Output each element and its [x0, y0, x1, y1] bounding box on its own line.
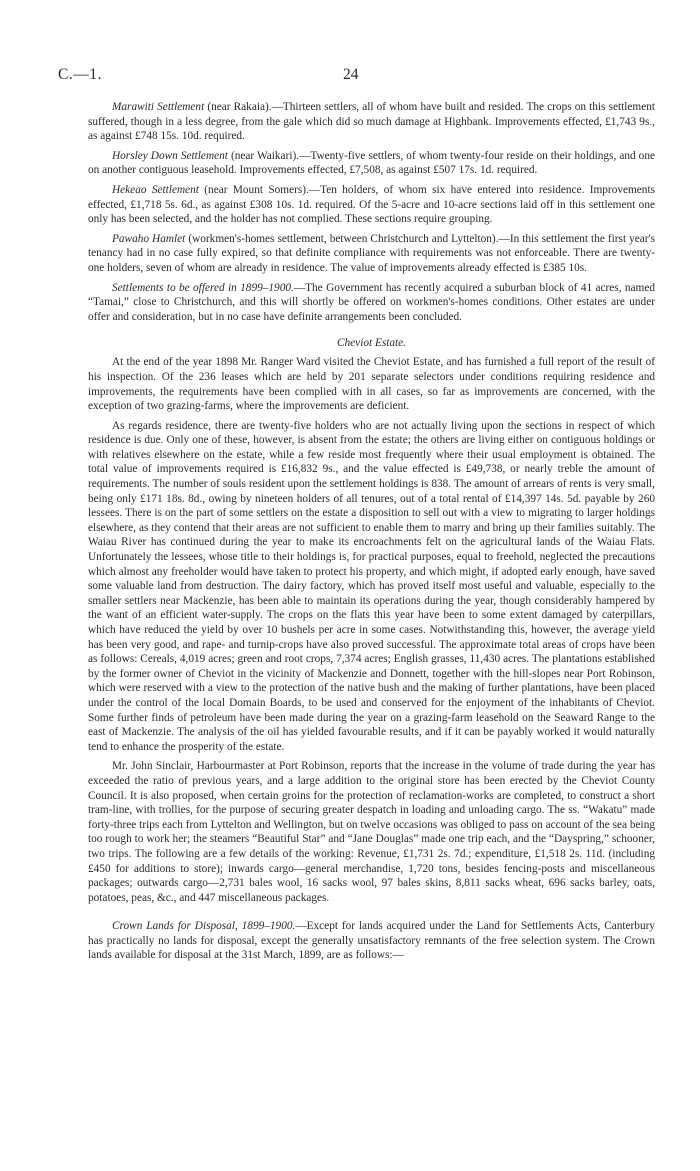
- paragraph-hekeao: [88, 183, 655, 227]
- paragraph-horsley-down: [88, 149, 655, 178]
- section-heading: Cheviot Estate.: [336, 337, 407, 350]
- document-reference: C.—1.: [58, 66, 102, 83]
- paragraph-text: —Except for lands acquired under the Land for Settlements Acts, Canterbury has practically no lands for disposal, except the generally unsatisfactory remnants of the free selection system. The Crown lands available for disposal at the 31st March, 1899, are as follows:—: [88, 920, 656, 962]
- paragraph-text: (near Mount Somers).—Ten holders, of whom six have entered into residence. Improvements effected, £1,718 5s. 6d., as against £308 10s. 1d. required. Of the 5-acre and 10-acre sections laid off in this settlement one only has been selected, and the holder has not complied. These sections require grouping.: [88, 183, 655, 226]
- paragraph-text: (workmen's-homes settlement, between Christchurch and Lyttelton).—In this settlement the first year's tenancy had in no case fully expired, so that definite compliance with requirements was not enforceable. There are twenty-one holders, seven of whom are already in residence. The value of improvements already effected is £385 10s.: [88, 232, 655, 274]
- paragraph-lead: Marawiti Settlement: [112, 101, 205, 113]
- spacer: [88, 910, 655, 919]
- paragraph-lead: Hekeao Settlement: [112, 183, 199, 196]
- paragraph-lead: Crown Lands for Disposal, 1899–1900.: [112, 920, 296, 933]
- paragraph-marawiti: [88, 100, 655, 144]
- paragraph-crown-lands: [88, 919, 655, 963]
- paragraph-lead: Horsley Down Settlement: [112, 149, 228, 162]
- page-header: [58, 66, 655, 86]
- paragraph-text: (near Waikari).—Twenty-five settlers, of whom twenty-four reside on their holdings, and one on another contiguous leasehold. Improvements effected, £7,508, as against £507 17s. 1d. required.: [88, 149, 655, 177]
- document-body: [88, 100, 655, 968]
- paragraph-cheviot-3: Mr. John Sinclair, Harbourmaster at Port Robinson, reports that the increase in the volume of trade during the year has exceeded the ratio of previous years, and a large addition to the original store has been erected by the Cheviot County Council. It is also proposed, when certain groins for the protection of reclamation-works are completed, to construct a short tram-line, with trollies, for the purpose of securing greater despatch in loading and unloading cargo. The ss. “Wakatu” made forty-three trips each from Lyttelton and Wellington, but on twelve occasions was obliged to pass on account of the sea being too rough to work her; the steamers “Beautiful Star” and “Jane Douglas” made one trip each, and the “Dayspring,” schooner, two trips. The following are a few details of the working: Revenue, £1,731 2s. 7d.; expenditure, £1,518 2s. 11d. (including £450 for additions to store); inwards cargo—general merchandise, 1,720 tons, besides fencing-posts and miscellaneous packages; outwards cargo—2,731 bales wool, 16 sacks wool, 97 bales skins, 8,811 sacks wheat, 696 sacks barley, oats, potatoes, peas, &c., and 447 miscellaneous packages.: [88, 760, 655, 904]
- paragraph-lead: Settlements to be offered in 1899–1900.: [112, 281, 294, 294]
- paragraph-text: (near Rakaia).—Thirteen settlers, all of whom have built and resided. The crops on this settlement suffered, though in a less degree, from the gale which did so much damage at Highbank. Improvements effected, £1,743 9s., as against £748 15s. 10d. required.: [88, 101, 655, 143]
- paragraph-pawaho: [88, 232, 655, 276]
- page-number: 24: [343, 66, 359, 83]
- paragraph-text: —The Government has recently acquired a suburban block of 41 acres, named “Tamai,” close to Christchurch, and this will shortly be offered on workmen's-homes conditions. Other estates are under offer and consideration, but in no case have definite arrangements been concluded.: [88, 281, 656, 323]
- paragraph-lead: Pawaho Hamlet: [112, 232, 186, 245]
- paragraph-settlements-offered: [88, 281, 655, 325]
- paragraph-cheviot-1: At the end of the year 1898 Mr. Ranger Ward visited the Cheviot Estate, and has furnished a full report of the result of his inspection. Of the 236 leases which are held by 201 separate selectors under conditions requiring residence and improvements, the requirements have been complied with in all cases, so far as improvements are concerned, with the exception of two grazing-farms, where the improvements are deficient.: [88, 356, 655, 413]
- paragraph-cheviot-2: As regards residence, there are twenty-five holders who are not actually living upon the sections in respect of which residence is due. Only one of these, however, is absent from the estate; the others are living either on contiguous holdings or with relatives elsewhere on the estate, while a few reside most frequently where their usual employment is obtained. The total value of improvements required is £16,832 9s., and the value effected is £49,738, or nearly treble the amount of requirements. The number of souls resident upon the settlement holdings is 838. The amount of arrears of rents is very small, being only £171 18s. 8d., owing by nineteen holders of all tenures, out of a total rental of £14,397 14s. 5d. payable by 260 lessees. There is on the part of some settlers on the estate a disposition to sell out with a view to migrating to larger holdings elsewhere, as they contend that their areas are not sufficient to enable them to marry and bring up their families suitably. The Waiau River has continued during the year to make its encroachments felt on the agricultural lands of the Waiau Flats. Unfortunately the lessees, whose title to their holdings is, for practical purposes, equal to freehold, neglected the precautions which almost any freeholder would have taken to protect his property, and which might, if adopted early enough, have saved some valuable land from destruction. The dairy factory, which has proved itself most useful and valuable, especially to the smaller settlers near Mackenzie, has been able to maintain its operations during the year, though considerably hampered by the want of an efficient water-supply. The crops on the flats this year have been to some extent damaged by caterpillars, which have reduced the yield by over 10 bushels per acre in some cases. Notwithstanding this, however, the average yield has been very good, and rape- and turnip-crops have also proved successful. The approximate total areas of crops have been as follows: Cereals, 4,019 acres; green and root crops, 7,374 acres; English grasses, 11,430 acres. The plantations established by the former owner of Cheviot in the vicinity of Mackenzie and Donnett, together with the hill-slopes near Port Robinson, which were reserved with a view to the protection of the native bush and the making of further plantations, have been placed under the control of the local Domain Boards, to be used and conserved for the enjoyment of the inhabitants of Cheviot. Some further finds of petroleum have been made during the year on a grazing-farm leasehold on the Seaward Range to the east of Mackenzie. The analysis of the oil has yielded favourable results, and if it can be payably worked it would naturally tend to enhance the prosperity of the estate.: [88, 419, 655, 753]
